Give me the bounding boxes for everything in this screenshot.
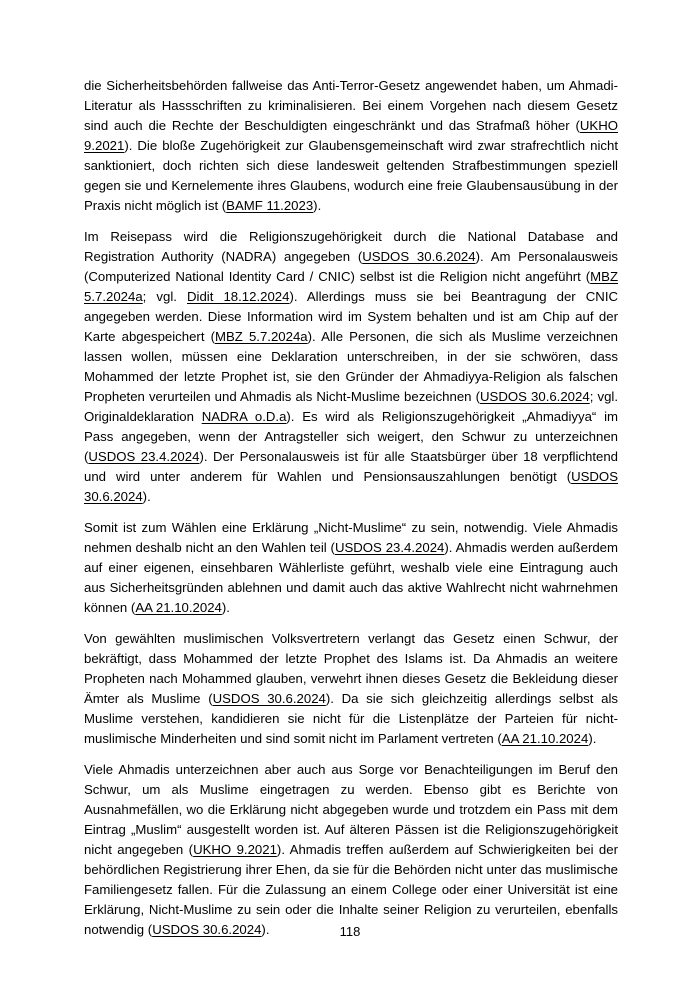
- citation-link[interactable]: USDOS 30.6.2024: [362, 249, 476, 264]
- paragraph-text: ). Ahmadis treffen außerdem auf Schwierigkeiten bei der behördlichen Registrierung ihrer Ehen, da sie für die Behörden nicht unter das muslimische Familiengesetz fallen. Für die Zulassung an einem College oder einer Universität ist eine Erklärung, Nicht-Muslime zu sein oder die Inhalte seiner Religion zu verurteilen, ebenfalls notwendig (: [84, 842, 618, 937]
- document-body: [84, 76, 618, 951]
- paragraph-text: Viele Ahmadis unterzeichnen aber auch aus Sorge vor Benachteiligungen im Beruf den Schwur, um als Muslime eingetragen zu werden. Ebenso gibt es Berichte von Ausnahmefällen, wo die Erklärung nicht abgegeben wurde und trotzdem ein Pass mit dem Eintrag „Muslim“ ausgestellt worden ist. Auf älteren Pässen ist die Religionszugehörigkeit nicht angegeben (: [84, 762, 618, 857]
- citation-link[interactable]: UKHO 9.2021: [84, 118, 618, 153]
- paragraph-text: ).: [588, 731, 597, 746]
- paragraph-text: ). Am Personalausweis (Computerized National Identity Card / CNIC) selbst ist die Religion nicht angeführt (: [84, 249, 618, 284]
- paragraph: [84, 518, 618, 618]
- paragraph-text: ). Ahmadis werden außerdem auf einer eigenen, einsehbaren Wählerliste geführt, weshalb viele eine Eintragung auch aus Sicherheitsgründen ablehnen und damit auch das aktive Wahlrecht nicht wahrnehmen können (: [84, 540, 618, 615]
- paragraph-text: ). Es wird als Religionszugehörigkeit „Ahmadiyya“ im Pass angegeben, wenn der Antragsteller sich weigert, den Schwur zu unterzeichnen (: [84, 409, 618, 464]
- paragraph-text: ). Die bloße Zugehörigkeit zur Glaubensgemeinschaft wird zwar strafrechtlich nicht sanktioniert, doch richten sich diese landesweit geltenden Strafbestimmungen speziell gegen sie und Kernelemente ihres Glaubens, wodurch eine freie Glaubensausübung in der Praxis nicht möglich ist (: [84, 138, 618, 213]
- citation-link[interactable]: BAMF 11.2023: [226, 198, 314, 213]
- citation-link[interactable]: MBZ 5.7.2024a: [84, 269, 618, 304]
- paragraph: [84, 76, 618, 216]
- paragraph-text: ).: [261, 922, 270, 937]
- paragraph: [84, 227, 618, 507]
- paragraph-text: ). Allerdings muss sie bei Beantragung der CNIC angegeben werden. Diese Information wird im System behalten und ist am Chip auf der Karte abgespeichert (: [84, 289, 619, 344]
- paragraph-text: die Sicherheitsbehörden fallweise das Anti-Terror-Gesetz angewendet haben, um Ahmadi-Literatur als Hassschriften zu kriminalisieren. Bei einem Vorgehen nach diesem Gesetz sind auch die Rechte der Beschuldigten eingeschränkt und das Strafmaß höher (: [84, 78, 618, 133]
- citation-link[interactable]: Didit 18.12.2024: [187, 289, 290, 304]
- paragraph-text: Somit ist zum Wählen eine Erklärung „Nicht-Muslime“ zu sein, notwendig. Viele Ahmadis nehmen deshalb nicht an den Wahlen teil (: [84, 520, 618, 555]
- paragraph-text: ). Da sie sich gleichzeitig allerdings selbst als Muslime verstehen, kandidieren sie nicht für die Listenplätze der Parteien für nicht-muslimische Minderheiten und sind somit nicht im Parlament vertreten (: [84, 691, 618, 746]
- citation-link[interactable]: AA 21.10.2024: [135, 600, 222, 615]
- paragraph-text: ). Alle Personen, die sich als Muslime verzeichnen lassen wollen, müssen eine Deklaration unterschreiben, in der sie schwören, dass Mohammed der letzte Prophet ist, sie den Gründer der Ahmadiyya-Religion als falschen Propheten verurteilen und Ahmadis als Nicht-Muslime bezeichnen (: [84, 329, 618, 404]
- paragraph-text: ). Der Personalausweis ist für alle Staatsbürger über 18 verpflichtend und wird unter anderem für Wahlen und Pensionsauszahlungen benötigt (: [84, 449, 618, 484]
- paragraph-text: Im Reisepass wird die Religionszugehörigkeit durch die National Database and Registration Authority (NADRA) angegeben (: [84, 229, 618, 264]
- citation-link[interactable]: USDOS 30.6.2024: [152, 922, 262, 937]
- page-number: 118: [339, 924, 361, 939]
- citation-link[interactable]: AA 21.10.2024: [501, 731, 589, 746]
- paragraph-text: ).: [142, 489, 151, 504]
- paragraph: [84, 760, 618, 940]
- citation-link[interactable]: NADRA o.D.a: [201, 409, 287, 424]
- citation-link[interactable]: USDOS 30.6.2024: [212, 691, 326, 706]
- paragraph-text: Von gewählten muslimischen Volksvertretern verlangt das Gesetz einen Schwur, der bekräftigt, dass Mohammed der letzte Prophet des Islams ist. Da Ahmadis an weitere Propheten nach Mohammed glauben, verwehrt ihnen dieses Gesetz die Bekleidung dieser Ämter als Muslime (: [84, 631, 618, 706]
- citation-link[interactable]: UKHO 9.2021: [193, 842, 277, 857]
- citation-link[interactable]: USDOS 23.4.2024: [88, 449, 200, 464]
- paragraph-text: ).: [221, 600, 230, 615]
- paragraph-text: ).: [313, 198, 322, 213]
- paragraph: [84, 629, 618, 749]
- citation-link[interactable]: MBZ 5.7.2024a: [215, 329, 308, 344]
- citation-link[interactable]: USDOS 30.6.2024: [480, 389, 590, 404]
- citation-link[interactable]: USDOS 30.6.2024: [84, 469, 618, 504]
- paragraph-text: ; vgl. Originaldeklaration: [84, 389, 618, 424]
- citation-link[interactable]: USDOS 23.4.2024: [334, 540, 445, 555]
- paragraph-text: ; vgl.: [142, 289, 188, 304]
